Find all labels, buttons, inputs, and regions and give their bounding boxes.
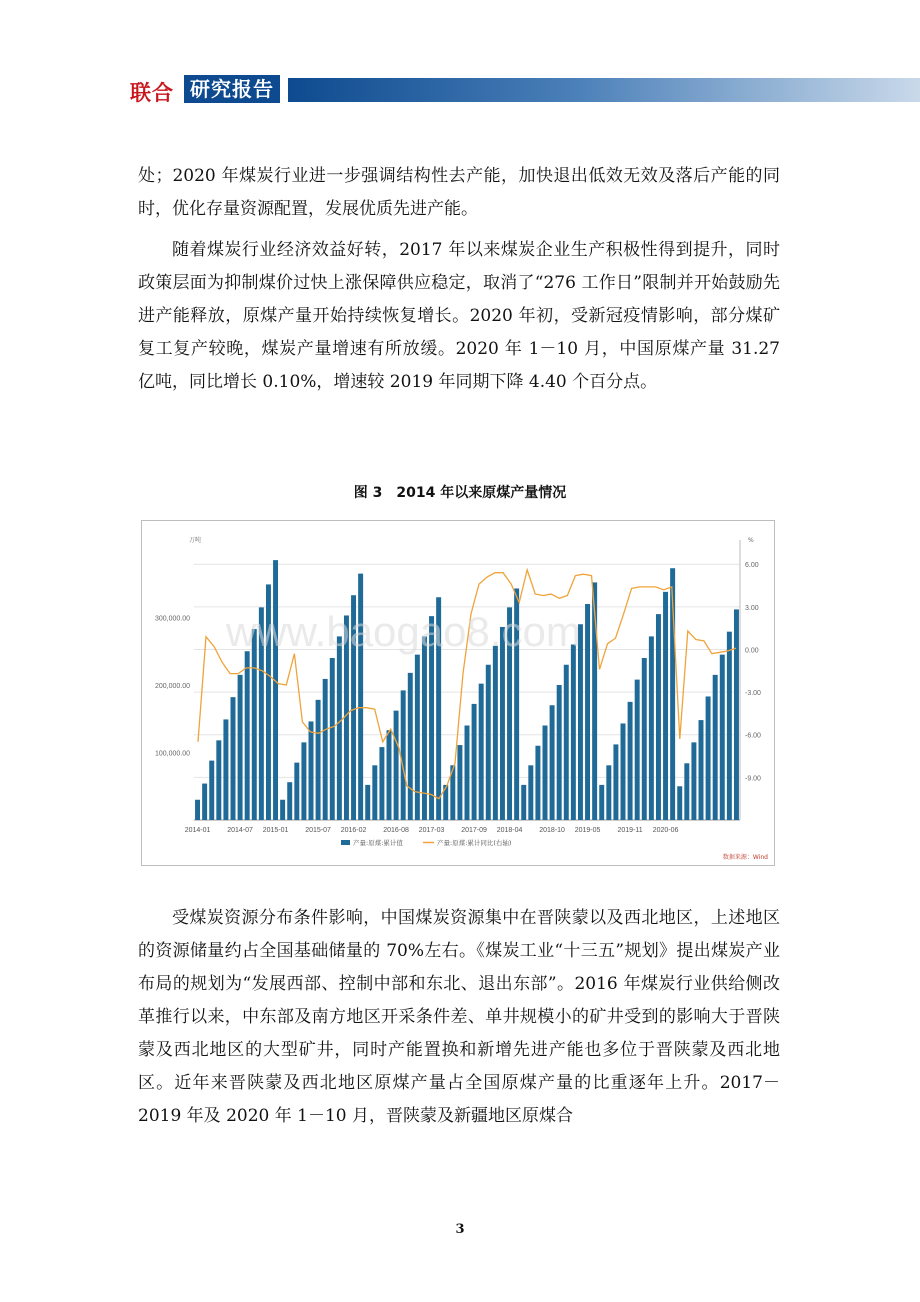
bar (223, 719, 228, 820)
bar (394, 711, 399, 820)
bar (535, 746, 540, 820)
chart-svg (141, 520, 775, 866)
bar (323, 679, 328, 820)
bar (656, 614, 661, 820)
bar (599, 785, 604, 820)
bar (280, 800, 285, 820)
bar (550, 705, 555, 820)
bar (585, 604, 590, 820)
bar (613, 744, 618, 820)
bar (309, 721, 314, 820)
bar (372, 765, 377, 820)
bar (727, 632, 732, 820)
x-tick-label: 2015-07 (305, 827, 331, 834)
bar (245, 651, 250, 820)
x-tick-label: 2016-08 (383, 827, 409, 834)
right-axis-unit: % (748, 537, 754, 544)
bar (195, 800, 200, 820)
x-tick-label: 2015-01 (262, 827, 289, 834)
watermark: www.baogao8.com (226, 608, 581, 655)
bar (691, 742, 696, 820)
report-header (130, 75, 920, 105)
left-tick-label: 300,000.00 (154, 615, 190, 623)
bar (408, 673, 413, 820)
bar (238, 675, 243, 820)
left-tick-label: 100,000.00 (154, 750, 190, 758)
bar (528, 765, 533, 820)
bar (273, 560, 278, 820)
bar (252, 629, 257, 820)
bar (621, 723, 626, 820)
legend-label: 产量:原煤:累计值 (353, 839, 403, 847)
paragraph-2: 随着煤炭行业经济效益好转，2017 年以来煤炭企业生产积极性得到提升，同时政策层面为抑制煤价过快上涨保障供应稳定，取消了“276 工作日”限制并开始鼓励先进产能释放，原煤产量开始持续恢复增长。2020 年初，受新冠疫情影响，部分煤矿复工复产较晚，煤炭产量增速有所放缓。2020 年 1－10 月，中国原煤产量 31.27 亿吨，同比增长 0.10%，增速较 2019 年同期下降 4.40 个百分点。 (138, 240, 780, 392)
left-axis-unit: 万吨 (189, 537, 202, 544)
bar (734, 609, 739, 820)
x-tick-label: 2014-01 (184, 827, 211, 834)
bar (202, 784, 207, 820)
bar (401, 690, 406, 820)
bar (571, 645, 576, 821)
bar (677, 786, 682, 820)
page-number: 3 (455, 1222, 465, 1237)
x-tick-label: 2020-06 (652, 827, 679, 834)
brand-name: 联合 (130, 81, 174, 105)
paragraph-1: 处；2020 年煤炭行业进一步强调结构性去产能，加快退出低效无效及落后产能的同时，优化存量资源配置，发展优质先进产能。 (138, 166, 780, 219)
x-tick-label: 2018-10 (539, 827, 565, 834)
x-tick-label: 2019-11 (617, 827, 643, 834)
bar (465, 726, 470, 821)
bar (557, 685, 562, 820)
legend-swatch-bar (341, 840, 350, 845)
bar (649, 636, 654, 820)
bar (316, 700, 321, 820)
left-tick-label: 200,000.00 (154, 683, 190, 690)
bar (543, 726, 548, 821)
x-tick-label: 2016-02 (340, 827, 367, 834)
data-source: 数据来源：Wind (722, 854, 768, 861)
right-tick-label: 3.00 (745, 604, 759, 612)
bar (287, 782, 292, 820)
right-tick-label: -6.00 (745, 732, 761, 740)
bar (379, 747, 384, 820)
bar (628, 702, 633, 820)
bar (387, 730, 392, 820)
right-tick-label: -9.00 (745, 775, 761, 783)
x-tick-label: 2014-07 (227, 827, 253, 834)
bar (684, 763, 689, 820)
x-tick-label: 2017-09 (461, 827, 487, 834)
bar (486, 665, 491, 820)
bar (330, 658, 335, 820)
bar (216, 740, 221, 820)
bar (472, 704, 477, 820)
bar (209, 761, 214, 820)
x-tick-label: 2019-05 (574, 827, 601, 834)
paragraph-3: 受煤炭资源分布条件影响，中国煤炭资源集中在晋陕蒙以及西北地区，上述地区的资源储量约占全国基础储量的 70%左右。《煤炭工业“十三五”规划》提出煤炭产业布局的规划为“发展西部、控制中部和东北、退出东部”。2016 年煤炭行业供给侧改革推行以来，中东部及南方地区开采条件差、单井规模小的矿井受到的影响大于晋陕蒙及西北地区的大型矿井，同时产能置换和新增先进产能也多位于晋陕蒙及西北地区。近年来晋陕蒙及西北地区原煤产量占全国原煤产量的比重逐年上升。2017－2019 年及 2020 年 1－10 月，晋陕蒙及新疆地区原煤合 (138, 908, 780, 1126)
bar (606, 765, 611, 820)
brand-label: 研究报告 (184, 75, 280, 103)
bar (493, 646, 498, 820)
bar (663, 592, 668, 820)
bar (301, 742, 306, 820)
right-tick-label: 0.00 (745, 647, 759, 655)
figure-title: 图 3 2014 年以来原煤产量情况 (353, 485, 567, 501)
bar (231, 697, 236, 820)
bar (642, 658, 647, 820)
bar (564, 665, 569, 820)
x-tick-label: 2018-04 (496, 827, 523, 834)
bar (415, 655, 420, 820)
bar (479, 684, 484, 820)
right-tick-label: -3.00 (745, 690, 761, 698)
bar (521, 785, 526, 820)
bar (699, 720, 704, 820)
bar (365, 785, 370, 820)
bar (294, 763, 299, 820)
bar (706, 696, 711, 820)
bar (635, 680, 640, 820)
right-tick-label: 6.00 (745, 562, 759, 570)
legend-label: 产量:原煤:累计同比(右轴) (437, 839, 512, 847)
x-tick-label: 2017-03 (418, 827, 445, 834)
bar (713, 675, 718, 820)
bar (720, 655, 725, 820)
bar (337, 636, 342, 820)
bar (457, 745, 462, 820)
header-gradient-bar (288, 78, 920, 102)
bar (500, 627, 505, 820)
coal-production-chart (141, 520, 775, 866)
